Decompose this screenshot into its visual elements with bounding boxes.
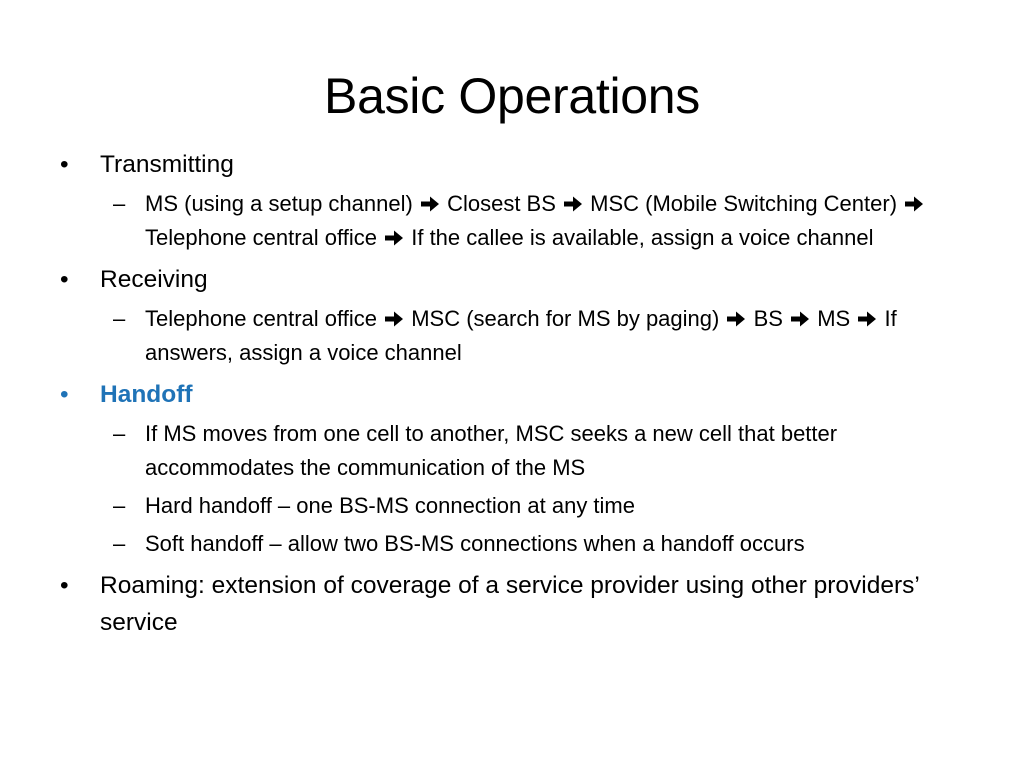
bullet-text: Transmitting bbox=[100, 151, 234, 178]
right-arrow-icon bbox=[420, 195, 440, 213]
right-arrow-icon bbox=[726, 310, 746, 328]
bullet-icon: • bbox=[60, 572, 69, 599]
bullet-text: Receiving bbox=[100, 266, 208, 293]
sub-bullet-item bbox=[58, 417, 988, 485]
sub-bullet-text: Telephone central office bbox=[145, 306, 377, 331]
bullet-item bbox=[58, 567, 988, 641]
right-arrow-icon bbox=[563, 195, 583, 213]
slide-body bbox=[58, 146, 988, 641]
slide-title: Basic Operations bbox=[324, 68, 700, 124]
dash-icon: – bbox=[113, 306, 126, 331]
sub-bullet-text: MS bbox=[817, 306, 851, 331]
dash-icon: – bbox=[113, 421, 126, 446]
dash-icon: – bbox=[113, 191, 126, 216]
sub-bullet-text: MSC (search for MS by paging) bbox=[411, 306, 720, 331]
sub-bullet-item bbox=[58, 527, 988, 561]
bullet-item bbox=[58, 261, 988, 298]
bullet-icon: • bbox=[60, 151, 69, 178]
sub-bullet-text: If the callee is available, assign a voice channel bbox=[411, 225, 874, 250]
sub-bullet-item bbox=[58, 302, 988, 370]
right-arrow-icon bbox=[904, 195, 924, 213]
sub-bullet-text: Hard handoff – one BS-MS connection at any time bbox=[145, 493, 635, 518]
right-arrow-icon bbox=[790, 310, 810, 328]
sub-bullet-text: Closest BS bbox=[447, 191, 556, 216]
sub-bullet-text: Soft handoff – allow two BS-MS connections when a handoff occurs bbox=[145, 531, 805, 556]
bullet-item bbox=[58, 376, 988, 413]
dash-icon: – bbox=[113, 493, 126, 518]
bullet-icon: • bbox=[60, 381, 69, 408]
sub-bullet-text: BS bbox=[753, 306, 783, 331]
sub-bullet-text: If MS moves from one cell to another, MSC seeks a new cell that better accommodates the communication of the MS bbox=[145, 421, 838, 480]
bullet-text: Handoff bbox=[100, 381, 193, 408]
right-arrow-icon bbox=[857, 310, 877, 328]
bullet-item bbox=[58, 146, 988, 183]
right-arrow-icon bbox=[384, 229, 404, 247]
sub-bullet-text: Telephone central office bbox=[145, 225, 377, 250]
right-arrow-icon bbox=[384, 310, 404, 328]
sub-bullet-text: If answers, assign a voice channel bbox=[145, 306, 897, 365]
sub-bullet-text: MS (using a setup channel) bbox=[145, 191, 413, 216]
bullet-icon: • bbox=[60, 266, 69, 293]
dash-icon: – bbox=[113, 531, 126, 556]
sub-bullet-item bbox=[58, 489, 988, 523]
sub-bullet-text: MSC (Mobile Switching Center) bbox=[590, 191, 898, 216]
bullet-text: Roaming: extension of coverage of a service provider using other providers’ service bbox=[100, 572, 919, 636]
sub-bullet-item bbox=[58, 187, 988, 255]
